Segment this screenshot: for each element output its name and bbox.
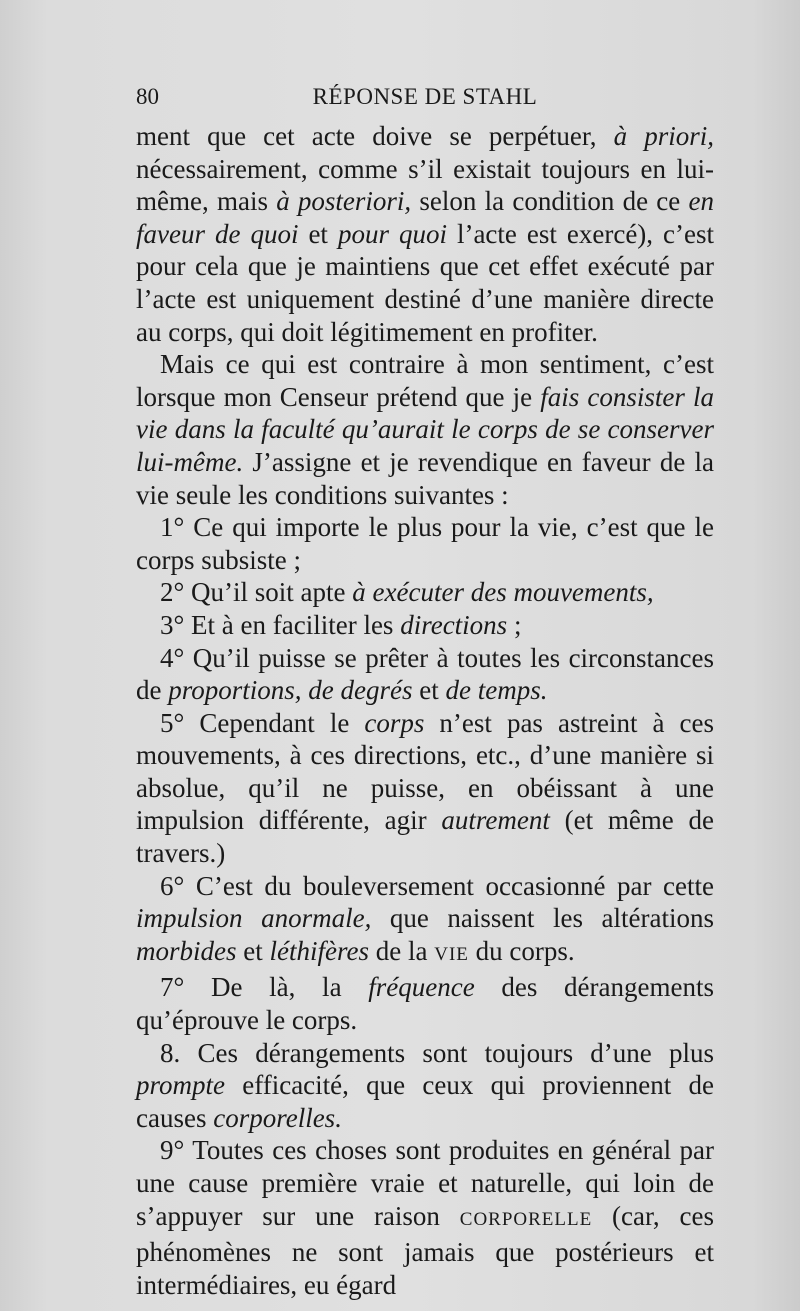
body-text	[136, 120, 714, 1301]
text-run: de la	[368, 935, 435, 966]
italic-run: corporelles.	[213, 1102, 342, 1133]
page-number: 80	[136, 84, 159, 109]
text-run: (et même de travers.)	[136, 805, 715, 869]
text-run: 6° C’est du bouleversement occasionné par cette	[160, 870, 714, 901]
italic-run: morbides	[136, 935, 237, 966]
list-item	[136, 1134, 714, 1301]
text-run: et	[236, 935, 270, 966]
list-item	[136, 707, 714, 870]
italic-run: impulsion anormale,	[136, 903, 372, 934]
text-run: et	[412, 675, 446, 706]
italic-run: autrement	[441, 805, 550, 836]
paragraph	[136, 120, 714, 348]
italic-run: pour quoi	[337, 218, 447, 249]
italic-run: léthifères	[269, 935, 369, 966]
italic-run: de temps.	[445, 675, 548, 706]
list-item	[136, 576, 714, 609]
paragraph	[136, 348, 714, 511]
text-run: Mais ce qui est contraire à mon sentiment, c’est lorsque mon Censeur prétend que je	[136, 349, 714, 412]
text-run: ;	[507, 609, 522, 640]
text-run: que naissent les altérations	[371, 903, 714, 934]
text-run: 8. Ces dérangements sont toujours d’une plus	[160, 1037, 714, 1068]
italic-run: proportions, de degrés	[168, 675, 413, 706]
text-run: J’assigne et je revendique en faveur de la vie seule les conditions suivantes :	[136, 446, 714, 510]
list-item	[136, 609, 714, 642]
text-run: et	[298, 218, 338, 249]
list-item	[136, 1037, 714, 1135]
text-run: l’acte est exercé), c’est pour cela que je maintiens que cet effet exécuté par l’acte est uniquement destiné d’une manière directe au corps, qui doit légitimement en profiter.	[136, 218, 714, 347]
text-run: des dérangements qu’éprouve le corps.	[136, 972, 714, 1036]
italic-run: fréquence	[368, 972, 475, 1003]
italic-run: prompte	[136, 1070, 225, 1101]
italic-run: corps	[364, 707, 425, 738]
italic-run: fais consister la vie dans la faculté qu’aurait le corps de se conserver lui-même.	[136, 381, 714, 477]
text-run: 2° Qu’il soit apte	[160, 577, 353, 608]
list-item	[136, 511, 714, 576]
text-run: efficacité, que ceux qui proviennent de causes	[136, 1070, 714, 1133]
italic-run: en faveur de quoi	[136, 186, 714, 249]
text-run: 3° Et à en faciliter les	[160, 609, 401, 640]
text-run: du corps.	[468, 935, 575, 966]
italic-run: à priori,	[613, 121, 714, 151]
text-run: selon la condition de ce	[411, 186, 689, 217]
text-run: n’est pas astreint à ces mouvements, à ces directions, etc., d’une manière si absolue, qu’il ne puisse, en obéissant à une impulsion différente, agir	[136, 707, 714, 836]
italic-run: directions	[400, 609, 508, 640]
text-run: 5° Cependant le	[160, 707, 365, 738]
list-item	[136, 642, 714, 707]
list-item	[136, 870, 714, 972]
italic-run: à exécuter des mouvements,	[352, 577, 654, 608]
text-run: 9° Toutes ces choses sont produites en général par une cause première vraie et naturelle, qui loin de s’appuyer sur une raison	[136, 1135, 714, 1231]
small-caps-run: VIE	[434, 943, 469, 965]
page-header	[136, 84, 714, 116]
small-caps-run: CORPORELLE	[459, 1208, 593, 1230]
text-run: nécessairement, comme s’il existait toujours en lui-même, mais	[136, 153, 714, 217]
text-run: ment que cet acte doive se perpétuer,	[136, 121, 614, 151]
text-run: (car, ces phénomènes ne sont jamais que postérieurs et intermédiaires, eu égard	[136, 1200, 714, 1300]
italic-run: à posteriori,	[276, 186, 412, 217]
text-run: 4° Qu’il puisse se prêter à toutes les circonstances de	[136, 642, 714, 706]
text-run: 7° De là, la	[160, 972, 369, 1003]
running-head: RÉPONSE DE STAHL	[312, 84, 538, 109]
list-item	[136, 971, 714, 1036]
text-run: 1° Ce qui importe le plus pour la vie, c’est que le corps subsiste ;	[136, 512, 714, 575]
